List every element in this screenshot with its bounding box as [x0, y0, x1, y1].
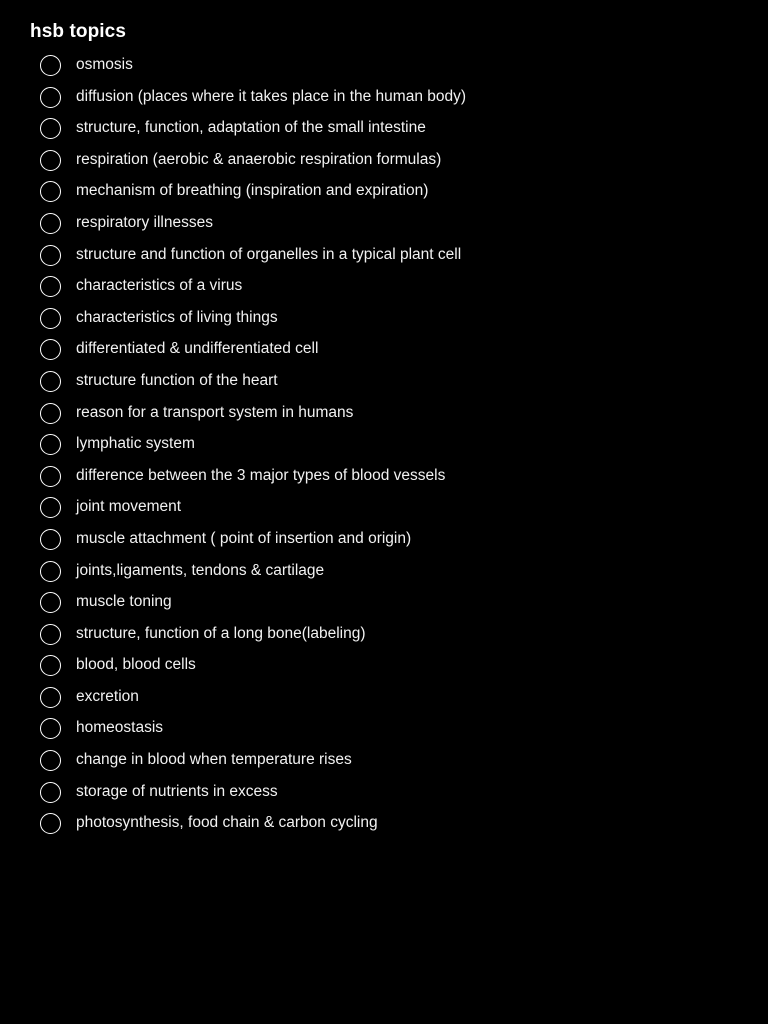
checklist-item	[40, 747, 740, 779]
checklist-item-label[interactable]: structure, function of a long bone(labeling)	[76, 624, 366, 642]
checklist-item	[40, 779, 740, 811]
checklist-item-label[interactable]: reason for a transport system in humans	[76, 403, 354, 421]
empty-circle-icon[interactable]	[40, 213, 61, 234]
checklist-item	[40, 652, 740, 684]
empty-circle-icon[interactable]	[40, 434, 61, 455]
empty-circle-icon[interactable]	[40, 529, 61, 550]
checklist-item-label[interactable]: respiratory illnesses	[76, 213, 213, 231]
empty-circle-icon[interactable]	[40, 118, 61, 139]
checklist-item	[40, 558, 740, 590]
checklist-item-label[interactable]: muscle attachment ( point of insertion and origin)	[76, 529, 412, 547]
empty-circle-icon[interactable]	[40, 245, 61, 266]
checklist-item	[40, 494, 740, 526]
empty-circle-icon[interactable]	[40, 655, 61, 676]
checklist-item-label[interactable]: joint movement	[76, 498, 182, 516]
checklist-item	[40, 242, 740, 274]
checklist-item-label[interactable]: difference between the 3 major types of blood vessels	[76, 466, 446, 484]
empty-circle-icon[interactable]	[40, 87, 61, 108]
empty-circle-icon[interactable]	[40, 339, 61, 360]
empty-circle-icon[interactable]	[40, 750, 61, 771]
checklist-item	[40, 368, 740, 400]
checklist-item	[40, 336, 740, 368]
checklist-item	[40, 52, 740, 84]
checklist-item	[40, 178, 740, 210]
checklist-item	[40, 526, 740, 558]
checklist-item	[40, 463, 740, 495]
note-title[interactable]: hsb topics	[30, 21, 127, 42]
empty-circle-icon[interactable]	[40, 308, 61, 329]
checklist-item-label[interactable]: muscle toning	[76, 593, 172, 611]
empty-circle-icon[interactable]	[40, 371, 61, 392]
empty-circle-icon[interactable]	[40, 718, 61, 739]
checklist-item-label[interactable]: structure function of the heart	[76, 371, 278, 389]
checklist-item-label[interactable]: storage of nutrients in excess	[76, 782, 278, 800]
checklist	[40, 52, 740, 842]
checklist-item-label[interactable]: structure and function of organelles in a typical plant cell	[76, 245, 462, 263]
checklist-item-label[interactable]: structure, function, adaptation of the small intestine	[76, 119, 426, 137]
empty-circle-icon[interactable]	[40, 276, 61, 297]
empty-circle-icon[interactable]	[40, 813, 61, 834]
checklist-item	[40, 810, 740, 842]
empty-circle-icon[interactable]	[40, 403, 61, 424]
checklist-item	[40, 273, 740, 305]
checklist-item-label[interactable]: change in blood when temperature rises	[76, 751, 352, 769]
checklist-item-label[interactable]: photosynthesis, food chain & carbon cycling	[76, 814, 378, 832]
checklist-item	[40, 400, 740, 432]
checklist-item	[40, 210, 740, 242]
checklist-item-label[interactable]: differentiated & undifferentiated cell	[76, 340, 319, 358]
empty-circle-icon[interactable]	[40, 181, 61, 202]
checklist-item	[40, 621, 740, 653]
checklist-item	[40, 684, 740, 716]
checklist-item	[40, 147, 740, 179]
empty-circle-icon[interactable]	[40, 497, 61, 518]
checklist-item	[40, 305, 740, 337]
checklist-item-label[interactable]: characteristics of a virus	[76, 277, 243, 295]
checklist-item	[40, 715, 740, 747]
checklist-item-label[interactable]: osmosis	[76, 56, 133, 73]
empty-circle-icon[interactable]	[40, 150, 61, 171]
checklist-item	[40, 84, 740, 116]
checklist-item-label[interactable]: mechanism of breathing (inspiration and expiration)	[76, 182, 429, 200]
empty-circle-icon[interactable]	[40, 55, 61, 76]
checklist-item-label[interactable]: characteristics of living things	[76, 308, 278, 326]
checklist-item-label[interactable]: blood, blood cells	[76, 656, 196, 674]
empty-circle-icon[interactable]	[40, 624, 61, 645]
checklist-item-label[interactable]: homeostasis	[76, 719, 164, 737]
empty-circle-icon[interactable]	[40, 592, 61, 613]
checklist-item-label[interactable]: lymphatic system	[76, 435, 195, 453]
checklist-item-label[interactable]: excretion	[76, 687, 139, 705]
checklist-item-label[interactable]: respiration (aerobic & anaerobic respiration formulas)	[76, 150, 442, 168]
empty-circle-icon[interactable]	[40, 561, 61, 582]
checklist-item-label[interactable]: diffusion (places where it takes place in the human body)	[76, 87, 467, 105]
empty-circle-icon[interactable]	[40, 687, 61, 708]
checklist-item	[40, 115, 740, 147]
empty-circle-icon[interactable]	[40, 782, 61, 803]
empty-circle-icon[interactable]	[40, 466, 61, 487]
checklist-item	[40, 431, 740, 463]
checklist-item-label[interactable]: joints,ligaments, tendons & cartilage	[76, 561, 325, 579]
checklist-item	[40, 589, 740, 621]
